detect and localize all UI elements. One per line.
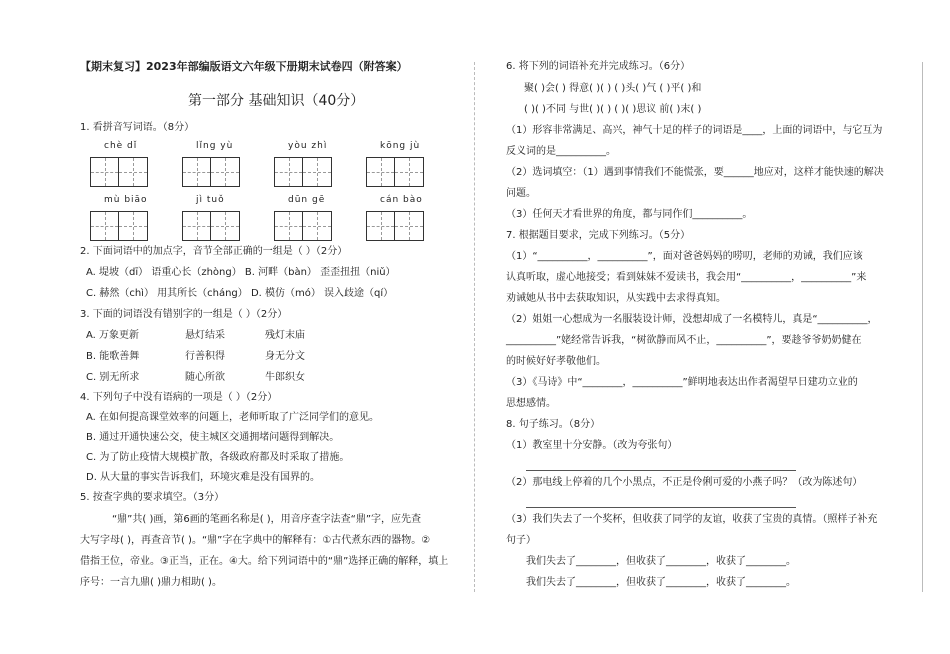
q4-option-c: C. 为了防止疫情大规模扩散，各级政府都及时采取了措施。	[86, 452, 350, 463]
q8-sentence-3b: 句子）	[506, 535, 536, 546]
q5-title: 5. 按查字典的要求填空。（3分）	[80, 492, 225, 503]
q8-title: 8. 句子练习。（8分）	[506, 419, 601, 430]
pinyin-5: mù biāo	[104, 195, 148, 205]
q4-option-d: D. 从大量的事实告诉我们，环境灾难是没有国界的。	[86, 472, 321, 483]
q5-line-3: 借指王位，帝业。③正当，正在。④大。给下列词语中的“鼎”选择正确的解释，填上	[80, 556, 449, 567]
q8-fill-2[interactable]: 我们失去了________，但收获了________，收获了________。	[526, 577, 796, 588]
q2-title: 2. 下面词语中的加点字，音节全部正确的一组是（ ）（2分）	[80, 246, 348, 257]
char-grid-2[interactable]	[182, 157, 240, 187]
q6-sub-1a: （1）形容非常满足、高兴，神气十足的样子的词语是____，上面的词语中，与它互为	[506, 125, 883, 136]
q7-line-4: （2）姐姐一心想成为一名服装设计师，没想却成了一名模特儿，真是“__________，	[506, 314, 878, 325]
q6-sub-2b: 问题。	[506, 188, 536, 199]
pinyin-8: cán bào	[380, 195, 423, 205]
q4-option-a: A. 在如何提高课堂效率的问题上，老师听取了广泛同学们的意见。	[86, 412, 380, 423]
q8-fill-1[interactable]: 我们失去了________，但收获了________，收获了________。	[526, 556, 796, 567]
q1-title: 1. 看拼音写词语。（8分）	[80, 122, 195, 133]
q6-words-1: 聚( )会( ) 得意( )( ) ( )头( )气 ( )平( )和	[524, 83, 702, 94]
q6-words-2: ( )( )不同 与世( )( ) ( )( )思议 前( )末( )	[524, 104, 702, 115]
char-grid-6[interactable]	[182, 211, 240, 241]
q3-c-3: 牛郎织女	[265, 372, 305, 383]
q3-c-1: C. 别无所求	[86, 372, 140, 383]
char-grid-7[interactable]	[274, 211, 332, 241]
q3-a-3: 残灯末庙	[265, 330, 305, 341]
q6-sub-3: （3）任何天才看世界的角度，都与同作们__________。	[506, 209, 753, 220]
q5-line-1: “鼎”共( )画，第6画的笔画名称是( )，用音序查字法查“鼎”字，应先查	[112, 514, 422, 525]
q3-a-1: A. 万象更新	[86, 330, 140, 341]
q7-line-2: 认真听取，虚心地接受；看到妹妹不爱读书，我会用“__________，__________”来	[506, 272, 867, 283]
part-one-title: 第一部分 基础知识（40分）	[188, 93, 365, 109]
char-grid-8[interactable]	[366, 211, 424, 241]
q8-sentence-2: （2）那电线上停着的几个小黑点，不正是伶俐可爱的小燕子吗？（改为陈述句）	[506, 477, 863, 488]
q6-title: 6. 将下列的词语补充并完成练习。（6分）	[506, 61, 691, 72]
char-grid-3[interactable]	[274, 157, 332, 187]
q5-line-2: 大写字母( )，再查音节( )。“鼎”字在字典中的解释有：①古代煮东西的器物。②	[80, 535, 431, 546]
pinyin-4: kōng jù	[380, 141, 421, 151]
answer-line-1[interactable]	[526, 470, 796, 471]
q3-b-2: 行善积得	[185, 351, 225, 362]
q3-title: 3. 下面的词语没有错别字的一组是（ ）（2分）	[80, 309, 288, 320]
q8-sentence-1: （1）教室里十分安静。（改为夸张句）	[506, 440, 678, 451]
char-grid-4[interactable]	[366, 157, 424, 187]
pinyin-1: chè dǐ	[104, 141, 138, 151]
q4-option-b: B. 通过开通快速公交，使主城区交通拥堵问题得到解决。	[86, 432, 340, 443]
q7-line-1: （1）“__________，__________”，面对爸爸妈妈的唠叨，老师的劝诫，我们应该	[506, 251, 863, 262]
q7-line-5: __________”姥经常告诉我，“树欲静而风不止，__________”，要趁爷爷奶奶健在	[506, 335, 862, 346]
pinyin-6: jì tuǒ	[196, 195, 225, 205]
column-divider	[474, 62, 475, 592]
char-grid-5[interactable]	[90, 211, 148, 241]
q2-option-cd: C. 赫然（chì） 用其所长（cháng） D. 模仿（mó） 误入歧途（qí）	[86, 288, 394, 299]
q6-sub-2a: （2）选词填空：（1）遇到事情我们不能慌张，要______地应对，这样才能快速的解决	[506, 167, 884, 178]
answer-line-2[interactable]	[526, 507, 796, 508]
document-title: 【期末复习】2023年部编版语文六年级下册期末试卷四（附答案）	[80, 60, 408, 73]
q7-line-8: 思想感情。	[506, 398, 556, 409]
q3-b-1: B. 能歌善舞	[86, 351, 140, 362]
pinyin-2: lǐng yù	[196, 141, 234, 151]
q6-sub-1b: 反义词的是__________。	[506, 146, 616, 157]
q8-sentence-3a: （3）我们失去了一个奖杯，但收获了同学的友谊，收获了宝贵的真情。（照样子补充	[506, 514, 878, 525]
q7-line-6: 的时候好好孝敬他们。	[506, 356, 606, 367]
pinyin-7: dūn gē	[288, 195, 326, 205]
right-margin-line	[922, 62, 923, 592]
q3-b-3: 身无分文	[265, 351, 305, 362]
q5-line-4: 序号：一言九鼎( )鼎力相助( )。	[80, 577, 222, 588]
pinyin-3: yòu zhì	[288, 141, 328, 151]
q3-c-2: 随心所欲	[185, 372, 225, 383]
char-grid-1[interactable]	[90, 157, 148, 187]
q7-line-7: （3）《马诗》中“________，__________”鲜明地表达出作者渴望早日建功立业的	[506, 377, 858, 388]
q7-line-3: 劝诫她从书中去获取知识，从实践中去求得真知。	[506, 293, 726, 304]
q2-option-ab: A. 堤坡（dī） 语重心长（zhòng） B. 河畔（bàn） 歪歪扭扭（niǔ）	[86, 267, 396, 278]
q4-title: 4. 下列句子中没有语病的一项是（ ）（2分）	[80, 392, 278, 403]
q7-title: 7. 根据题目要求，完成下列练习。（5分）	[506, 230, 691, 241]
q3-a-2: 悬灯结采	[185, 330, 225, 341]
